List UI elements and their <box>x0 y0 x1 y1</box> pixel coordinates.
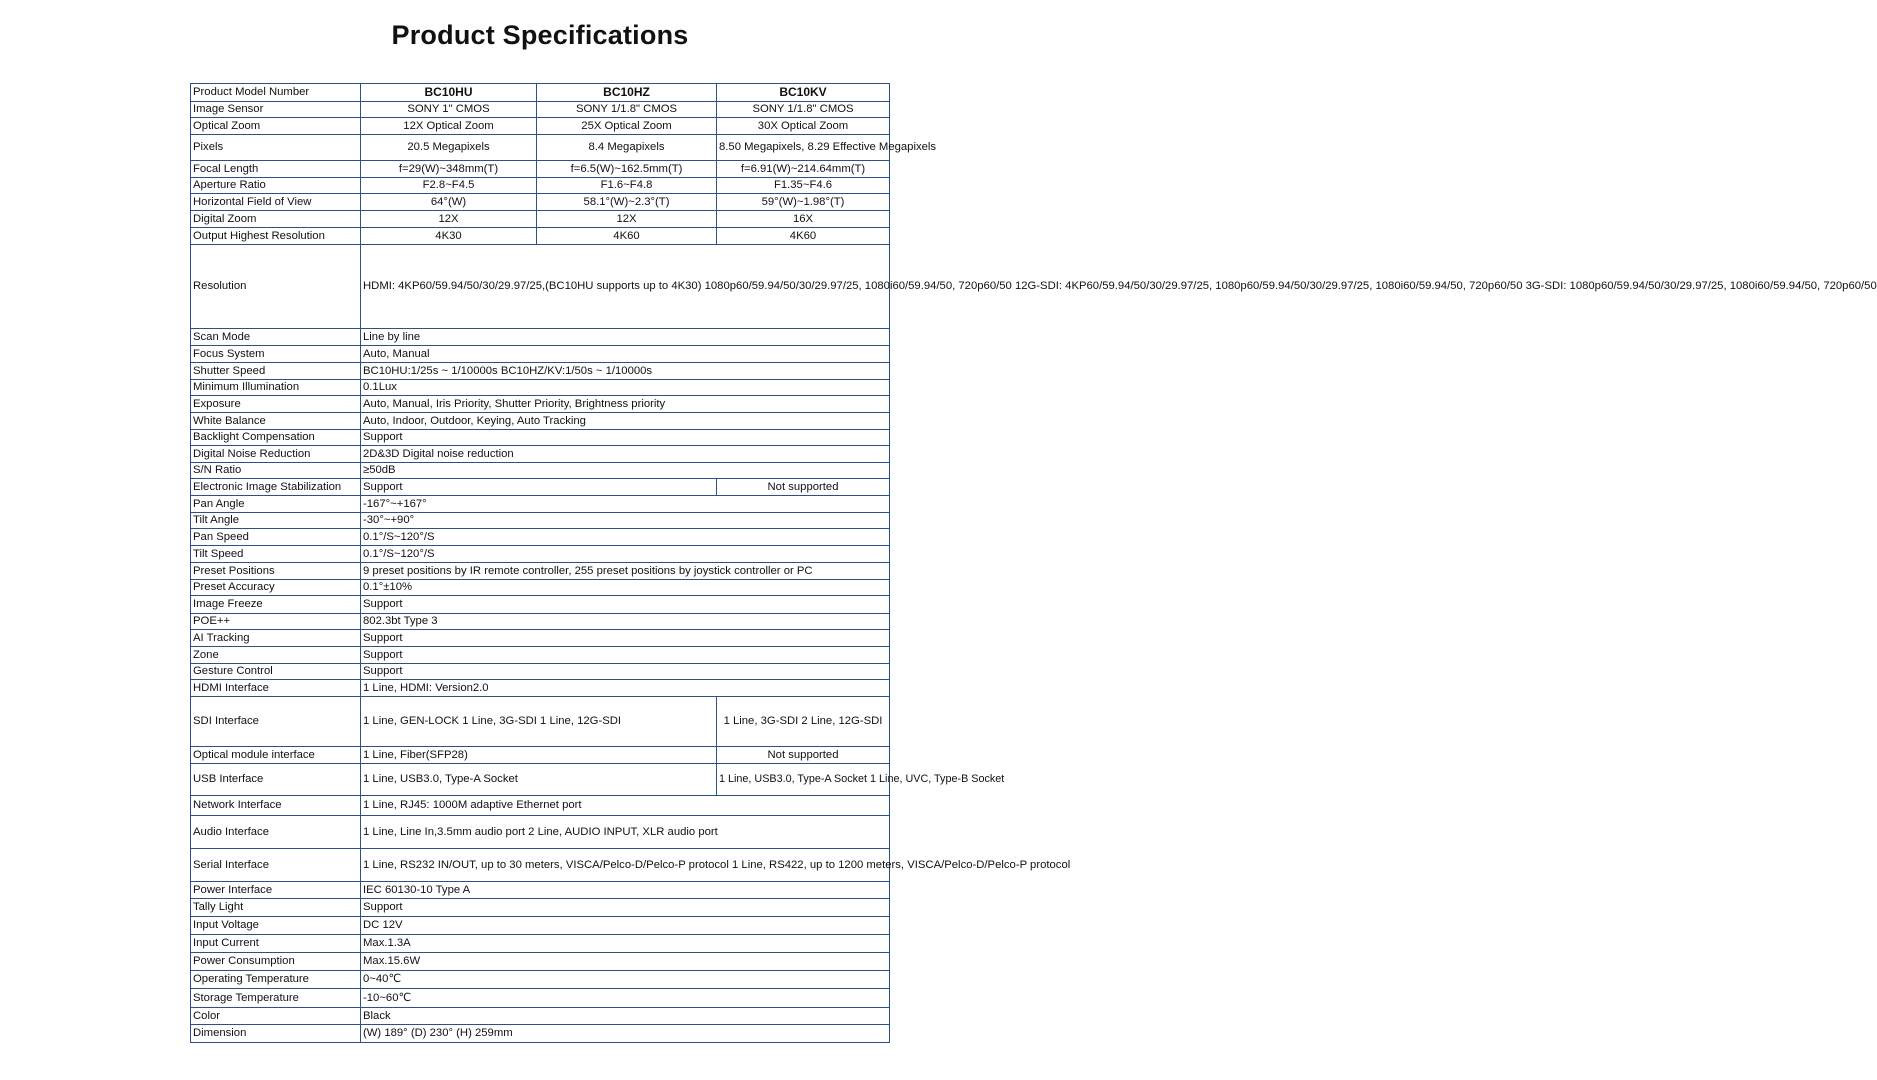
row-value: HDMI: 4KP60/59.94/50/30/29.97/25,(BC10HU supports up to 4K30) 1080p60/59.94/50/30/29.97/25, 1080i60/59.94/50, 720p60/50 12G-SDI: 4KP60/59.94/50/30/29.97/25, 1080p60/59.94/50/30/29.97/25, 1080i60/59.94/50, 720p60/50 3G-SDI: 1080p60/59.94/50/30/29.97/25, 1080i60/59.94/50, 720p60/50 <box>361 245 890 329</box>
row-value: F1.35~F4.6 <box>717 178 890 194</box>
table-row <box>191 747 890 764</box>
row-label: Shutter Speed <box>191 363 361 380</box>
row-label: S/N Ratio <box>191 463 361 479</box>
row-value: SONY 1/1.8" CMOS <box>537 102 717 118</box>
row-value: 0.1°/S~120°/S <box>361 529 890 546</box>
row-value: F1.6~F4.8 <box>537 178 717 194</box>
row-label: Input Voltage <box>191 917 361 935</box>
row-value: Support <box>361 479 717 496</box>
row-value: DC 12V <box>361 917 890 935</box>
row-value-bc10kv: Not supported <box>717 747 890 764</box>
model-column-header: BC10KV <box>717 84 890 102</box>
row-value-bc10kv: 1 Line, 3G-SDI 2 Line, 12G-SDI <box>717 697 890 747</box>
row-value: 1 Line, GEN-LOCK 1 Line, 3G-SDI 1 Line, 12G-SDI <box>361 697 717 747</box>
table-row <box>191 463 890 479</box>
table-row <box>191 563 890 580</box>
row-label: White Balance <box>191 413 361 430</box>
row-label: HDMI Interface <box>191 680 361 697</box>
row-value: 1 Line, HDMI: Version2.0 <box>361 680 890 697</box>
row-value: Auto, Manual <box>361 346 890 363</box>
row-label: Preset Positions <box>191 563 361 580</box>
row-label: Audio Interface <box>191 816 361 849</box>
row-value: Support <box>361 630 890 647</box>
row-value: 30X Optical Zoom <box>717 118 890 135</box>
row-label: Electronic Image Stabilization <box>191 479 361 496</box>
row-label: Resolution <box>191 245 361 329</box>
row-value: f=29(W)~348mm(T) <box>361 161 537 178</box>
row-value: f=6.91(W)~214.64mm(T) <box>717 161 890 178</box>
row-label: Operating Temperature <box>191 971 361 989</box>
table-row <box>191 529 890 546</box>
table-row <box>191 882 890 899</box>
row-value: Max.15.6W <box>361 953 890 971</box>
table-row <box>191 630 890 647</box>
row-label: Tally Light <box>191 899 361 917</box>
table-row <box>191 596 890 614</box>
row-label: Power Consumption <box>191 953 361 971</box>
table-row <box>191 614 890 630</box>
row-value: 12X Optical Zoom <box>361 118 537 135</box>
table-row <box>191 697 890 747</box>
row-label: Exposure <box>191 396 361 413</box>
row-label: Input Current <box>191 935 361 953</box>
row-label: Zone <box>191 647 361 664</box>
row-value: 0.1°±10% <box>361 580 890 596</box>
table-row <box>191 245 890 329</box>
row-value: 20.5 Megapixels <box>361 135 537 161</box>
row-label: Optical Zoom <box>191 118 361 135</box>
table-row <box>191 971 890 989</box>
row-label: Output Highest Resolution <box>191 228 361 245</box>
row-label: Digital Noise Reduction <box>191 446 361 463</box>
row-value: f=6.5(W)~162.5mm(T) <box>537 161 717 178</box>
table-row <box>191 1008 890 1025</box>
row-value: Auto, Manual, Iris Priority, Shutter Priority, Brightness priority <box>361 396 890 413</box>
spec-table-body <box>191 84 1877 1043</box>
table-row <box>191 135 890 161</box>
row-value: 8.4 Megapixels <box>537 135 717 161</box>
row-value: 1 Line, USB3.0, Type-A Socket <box>361 764 717 796</box>
table-row <box>191 228 890 245</box>
row-value: 25X Optical Zoom <box>537 118 717 135</box>
row-value: SONY 1/1.8" CMOS <box>717 102 890 118</box>
row-value: 0.1Lux <box>361 380 890 396</box>
row-value: -167°~+167° <box>361 496 890 513</box>
table-row <box>191 430 890 446</box>
row-value: 1 Line, RS232 IN/OUT, up to 30 meters, VISCA/Pelco-D/Pelco-P protocol 1 Line, RS422, up to 1200 meters, VISCA/Pelco-D/Pelco-P protocol <box>361 849 890 882</box>
table-header-row <box>191 84 890 102</box>
row-value: Support <box>361 647 890 664</box>
row-label: Product Model Number <box>191 84 361 102</box>
row-value: IEC 60130-10 Type A <box>361 882 890 899</box>
table-row <box>191 953 890 971</box>
table-row <box>191 211 890 228</box>
page-title: Product Specifications <box>391 20 689 50</box>
row-label: Optical module interface <box>191 747 361 764</box>
row-value: Line by line <box>361 329 890 346</box>
row-label: Digital Zoom <box>191 211 361 228</box>
row-label: Pan Angle <box>191 496 361 513</box>
row-value-bc10kv: 1 Line, USB3.0, Type-A Socket 1 Line, UVC, Type-B Socket <box>717 764 890 796</box>
table-row <box>191 899 890 917</box>
table-row <box>191 161 890 178</box>
table-row <box>191 178 890 194</box>
row-label: Image Freeze <box>191 596 361 614</box>
row-value: 4K60 <box>717 228 890 245</box>
row-label: Serial Interface <box>191 849 361 882</box>
row-value: Support <box>361 664 890 680</box>
table-row <box>191 580 890 596</box>
table-row <box>191 935 890 953</box>
row-label: Storage Temperature <box>191 989 361 1008</box>
row-value: 1 Line, Fiber(SFP28) <box>361 747 717 764</box>
table-row <box>191 118 890 135</box>
table-row <box>191 1025 890 1043</box>
table-row <box>191 194 890 211</box>
row-label: Network Interface <box>191 796 361 816</box>
row-value: F2.8~F4.5 <box>361 178 537 194</box>
table-row <box>191 413 890 430</box>
table-row <box>191 346 890 363</box>
row-label: POE++ <box>191 614 361 630</box>
row-value: 59°(W)~1.98°(T) <box>717 194 890 211</box>
row-label: SDI Interface <box>191 697 361 747</box>
table-row <box>191 380 890 396</box>
row-value: Black <box>361 1008 890 1025</box>
row-value: (W) 189° (D) 230° (H) 259mm <box>361 1025 890 1043</box>
table-row <box>191 849 890 882</box>
row-label: Gesture Control <box>191 664 361 680</box>
row-label: Scan Mode <box>191 329 361 346</box>
model-column-header: BC10HU <box>361 84 537 102</box>
row-value: 4K30 <box>361 228 537 245</box>
table-row <box>191 647 890 664</box>
row-value: 1 Line, RJ45: 1000M adaptive Ethernet port <box>361 796 890 816</box>
row-label: Tilt Speed <box>191 546 361 563</box>
row-value: 12X <box>537 211 717 228</box>
spec-table <box>190 83 1877 1043</box>
row-label: Color <box>191 1008 361 1025</box>
row-label: Preset Accuracy <box>191 580 361 596</box>
table-row <box>191 989 890 1008</box>
row-value: 4K60 <box>537 228 717 245</box>
table-row <box>191 496 890 513</box>
row-label: Image Sensor <box>191 102 361 118</box>
model-column-header: BC10HZ <box>537 84 717 102</box>
row-label: Pan Speed <box>191 529 361 546</box>
table-row <box>191 917 890 935</box>
row-value: 9 preset positions by IR remote controller, 255 preset positions by joystick controller or PC <box>361 563 890 580</box>
row-label: Tilt Angle <box>191 513 361 529</box>
row-label: Horizontal Field of View <box>191 194 361 211</box>
row-value: Max.1.3A <box>361 935 890 953</box>
row-value: 0~40℃ <box>361 971 890 989</box>
row-value: 8.50 Megapixels, 8.29 Effective Megapixels <box>717 135 890 161</box>
row-label: Pixels <box>191 135 361 161</box>
row-value: -10~60℃ <box>361 989 890 1008</box>
table-row <box>191 546 890 563</box>
row-value: Auto, Indoor, Outdoor, Keying, Auto Tracking <box>361 413 890 430</box>
row-label: AI Tracking <box>191 630 361 647</box>
row-label: Dimension <box>191 1025 361 1043</box>
row-label: Aperture Ratio <box>191 178 361 194</box>
table-row <box>191 513 890 529</box>
row-label: Focal Length <box>191 161 361 178</box>
row-value: BC10HU:1/25s ~ 1/10000s BC10HZ/KV:1/50s ~ 1/10000s <box>361 363 890 380</box>
row-value: 58.1°(W)~2.3°(T) <box>537 194 717 211</box>
row-value-bc10kv: Not supported <box>717 479 890 496</box>
table-row <box>191 816 890 849</box>
table-row <box>191 664 890 680</box>
row-value: Support <box>361 899 890 917</box>
row-label: USB Interface <box>191 764 361 796</box>
row-value: Support <box>361 430 890 446</box>
row-label: Minimum Illumination <box>191 380 361 396</box>
row-value: 16X <box>717 211 890 228</box>
row-label: Power Interface <box>191 882 361 899</box>
row-value: Support <box>361 596 890 614</box>
row-value: SONY 1" CMOS <box>361 102 537 118</box>
table-row <box>191 396 890 413</box>
table-row <box>191 446 890 463</box>
table-row <box>191 680 890 697</box>
table-row <box>191 329 890 346</box>
row-label: Focus System <box>191 346 361 363</box>
row-value: 1 Line, Line In,3.5mm audio port 2 Line, AUDIO INPUT, XLR audio port <box>361 816 890 849</box>
table-row <box>191 479 890 496</box>
table-row <box>191 764 890 796</box>
row-value: 0.1°/S~120°/S <box>361 546 890 563</box>
table-row <box>191 796 890 816</box>
row-value: 802.3bt Type 3 <box>361 614 890 630</box>
table-row <box>191 102 890 118</box>
row-label: Backlight Compensation <box>191 430 361 446</box>
table-row <box>191 363 890 380</box>
row-value: 2D&3D Digital noise reduction <box>361 446 890 463</box>
row-value: -30°~+90° <box>361 513 890 529</box>
row-value: 12X <box>361 211 537 228</box>
row-value: ≥50dB <box>361 463 890 479</box>
row-value: 64°(W) <box>361 194 537 211</box>
